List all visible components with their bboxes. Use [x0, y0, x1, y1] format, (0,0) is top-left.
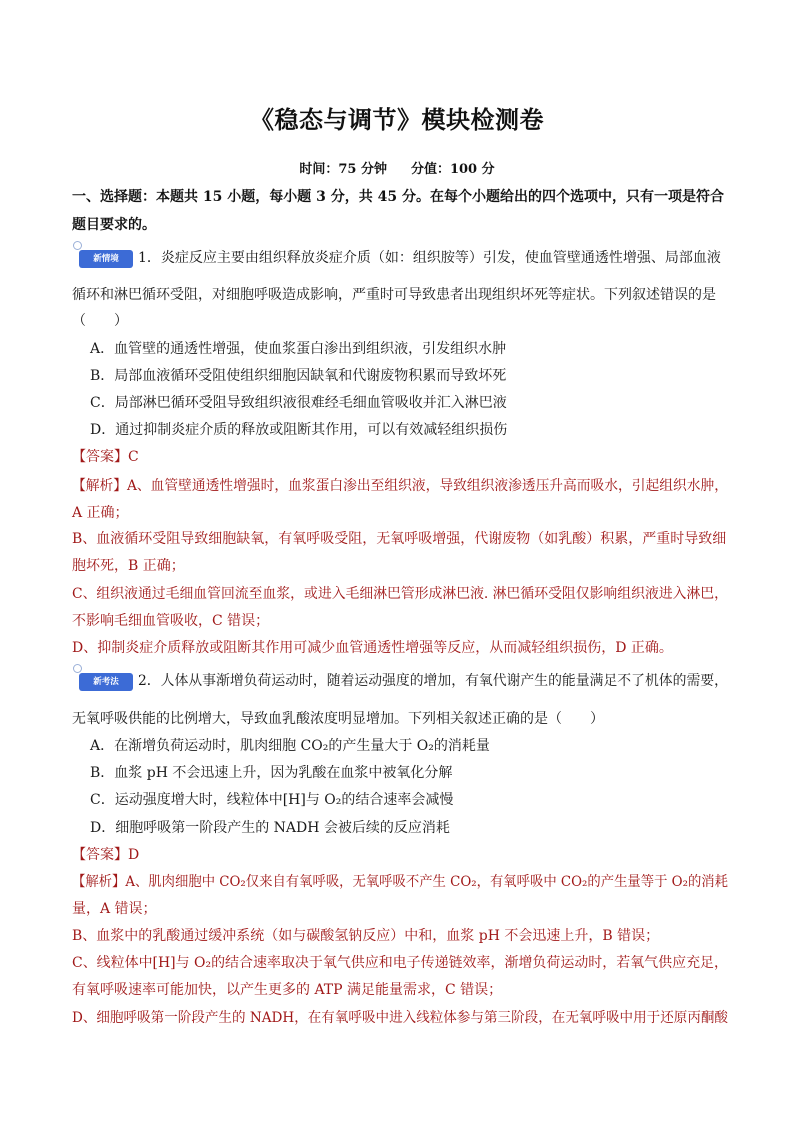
q1-analysis-line: 【解析】A、血管壁通透性增强时，血浆蛋白渗出至组织液，导致组织液渗透压升高而吸水，引起组织水肿， — [72, 478, 729, 494]
q2-stem-line2: 无氧呼吸供能的比例增大，导致血乳酸浓度明显增加。下列相关叙述正确的是（ ） — [72, 711, 604, 727]
q1-analysis-line: A 正确； — [72, 505, 129, 521]
q1-answer: 【答案】C — [72, 449, 139, 465]
q2-analysis-line: 【解析】A、肌肉细胞中 CO₂仅来自有氧呼吸，无氧呼吸不产生 CO₂，有氧呼吸中 CO₂的产生量等于 O₂的消耗 — [72, 874, 728, 890]
q1-stem-line1: 1．炎症反应主要由组织释放炎症介质（如：组织胺等）引发，使血管壁通透性增强、局部血液 — [138, 250, 721, 266]
q1-stem-line3: （ ） — [72, 313, 128, 329]
q2-option-a: A．在渐增负荷运动时，肌肉细胞 CO₂的产生量大于 O₂的消耗量 — [90, 738, 490, 754]
badge-marker-icon — [73, 664, 82, 673]
q1-analysis-line: D、抑制炎症介质释放或阻断其作用可减少血管通透性增强等反应，从而减轻组织损伤，D 正确。 — [72, 640, 673, 656]
q2-answer: 【答案】D — [72, 847, 140, 863]
exam-meta — [0, 158, 794, 177]
q1-analysis-line: 胞坏死，B 正确； — [72, 558, 185, 574]
q2-analysis-line: D、细胞呼吸第一阶段产生的 NADH，在有氧呼吸中进入线粒体参与第三阶段，在无氧呼吸中用于还原丙酮酸 — [72, 1010, 728, 1026]
tag-badge-new-method: 新考法 — [79, 673, 133, 691]
q1-stem-line2: 循环和淋巴循环受阻，对细胞呼吸造成影响，严重时可导致患者出现组织坏死等症状。下列叙述错误的是 — [72, 287, 716, 303]
q2-option-d: D．细胞呼吸第一阶段产生的 NADH 会被后续的反应消耗 — [90, 820, 450, 836]
total-score: 分值：100 分 — [410, 162, 495, 177]
section-heading: 一、选择题：本题共 15 小题，每小题 3 分，共 45 分。在每个小题给出的四个选项中，只有一项是符合题目要求的。 — [72, 189, 724, 233]
q2-analysis-line: 量，A 错误； — [72, 901, 157, 917]
time-limit: 时间：75 分钟 — [299, 162, 387, 177]
q1-analysis-line: B、血液循环受阻导致细胞缺氧，有氧呼吸受阻，无氧呼吸增强，代谢废物（如乳酸）积累，严重时导致细 — [72, 531, 727, 547]
q2-stem-line1: 2．人体从事渐增负荷运动时，随着运动强度的增加，有氧代谢产生的能量满足不了机体的需要， — [138, 673, 728, 689]
q1-option-d: D．通过抑制炎症介质的释放或阻断其作用，可以有效减轻组织损伤 — [90, 422, 508, 438]
badge-marker-icon — [73, 241, 82, 250]
q1-option-c: C．局部淋巴循环受阻导致组织液很难经毛细血管吸收并汇入淋巴液 — [90, 395, 507, 411]
q1-option-a: A．血管壁的通透性增强，使血浆蛋白渗出到组织液，引发组织水肿 — [90, 341, 507, 357]
q2-analysis-line: B、血浆中的乳酸通过缓冲系统（如与碳酸氢钠反应）中和，血浆 pH 不会迅速上升，B 错误； — [72, 928, 660, 944]
q1-analysis-line: 不影响毛细血管吸收，C 错误； — [72, 613, 270, 629]
q1-option-b: B．局部血液循环受阻使组织细胞因缺氧和代谢废物积累而导致坏死 — [90, 368, 507, 384]
q2-analysis-line: 有氧呼吸速率可能加快，以产生更多的 ATP 满足能量需求，C 错误； — [72, 982, 503, 998]
q1-analysis-line: C、组织液通过毛细血管回流至血浆，或进入毛细淋巴管形成淋巴液. 淋巴循环受阻仅影响组织液进入淋巴， — [72, 586, 728, 602]
q2-option-c: C．运动强度增大时，线粒体中[H]与 O₂的结合速率会减慢 — [90, 792, 454, 808]
q2-option-b: B．血浆 pH 不会迅速上升，因为乳酸在血浆中被氧化分解 — [90, 765, 453, 781]
tag-badge-new-context: 新情境 — [79, 250, 133, 268]
page-title: 《稳态与调节》模块检测卷 — [250, 106, 544, 134]
q2-analysis-line: C、线粒体中[H]与 O₂的结合速率取决于氧气供应和电子传递链效率，渐增负荷运动时，若氧气供应充足， — [72, 955, 729, 971]
